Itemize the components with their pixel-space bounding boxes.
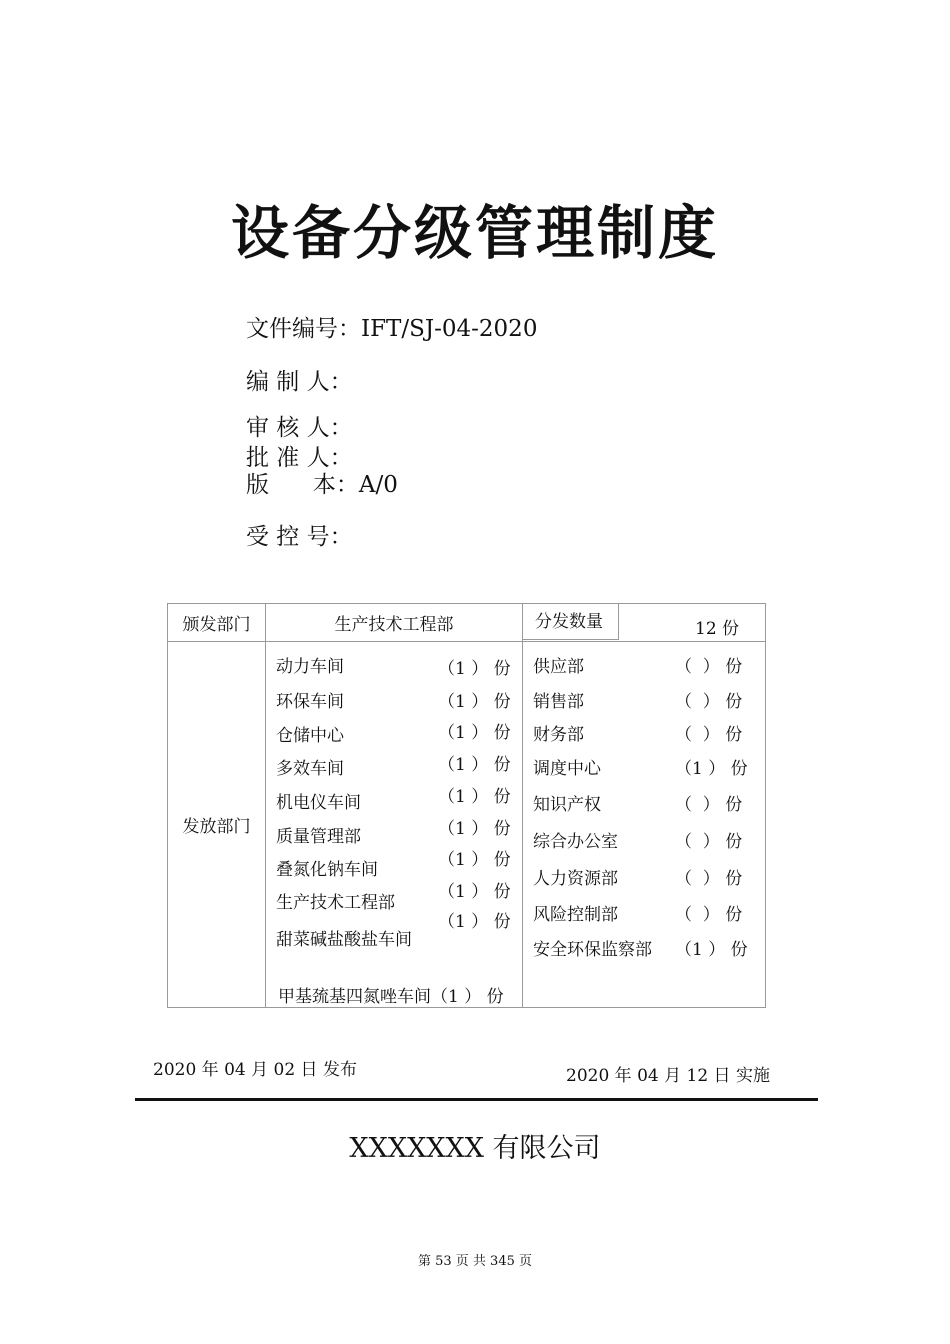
list-item: 动力车间: [276, 657, 344, 677]
copy-count: （1 ） 份: [438, 659, 511, 679]
list-item: 知识产权: [533, 795, 601, 815]
list-item: 环保车间: [276, 692, 344, 712]
list-item: 调度中心: [533, 759, 601, 779]
list-item: 多效车间: [276, 759, 344, 779]
list-item: 综合办公室: [533, 832, 618, 852]
list-item: 安全环保监察部: [533, 940, 652, 960]
list-item: 供应部: [533, 657, 584, 677]
copy-count: （ ） 份: [675, 869, 743, 889]
list-item: 财务部: [533, 725, 584, 745]
quantity-value: 12 份: [695, 619, 740, 639]
right-department-list: [523, 642, 766, 1008]
list-item: 机电仪车间: [276, 793, 361, 813]
document-title: 设备分级管理制度: [230, 199, 719, 267]
reviewer-field: 审 核 人：: [246, 415, 353, 441]
company-name: XXXXXXX 有限公司: [349, 1133, 601, 1164]
copy-count: （1 ） 份: [438, 787, 511, 807]
copy-count: （1 ） 份: [438, 850, 511, 870]
distribution-label: 发放部门: [168, 642, 266, 1008]
version-field: 版 本：A/0: [246, 472, 398, 498]
issuer-value: 生产技术工程部: [266, 604, 523, 642]
editor-field: 编 制 人：: [246, 369, 353, 395]
approver-field: 批 准 人：: [246, 445, 353, 471]
quantity-cell: [523, 604, 766, 642]
list-item: 生产技术工程部: [276, 893, 395, 913]
list-item: 甲基巯基四氮唑车间（1 ） 份: [278, 987, 504, 1007]
issuer-label: 颁发部门: [168, 604, 266, 642]
distribution-table: [167, 603, 766, 1008]
file-number: 文件编号：IFT/SJ-04-2020: [246, 316, 538, 342]
copy-count: （1 ） 份: [438, 723, 511, 743]
copy-count: （ ） 份: [675, 832, 743, 852]
copy-count: （ ） 份: [675, 795, 743, 815]
separator-rule: [135, 1098, 818, 1101]
publish-date: 2020 年 04 月 02 日 发布: [153, 1060, 357, 1080]
copy-count: （1 ） 份: [675, 940, 748, 960]
copy-count: （ ） 份: [675, 905, 743, 925]
copy-count: （1 ） 份: [438, 912, 511, 932]
page-counter: 第 53 页 共 345 页: [417, 1254, 533, 1269]
copy-count: （1 ） 份: [438, 692, 511, 712]
list-item: 仓储中心: [276, 726, 344, 746]
copy-count: （1 ） 份: [675, 759, 748, 779]
list-item: 风险控制部: [533, 905, 618, 925]
list-item: 销售部: [533, 692, 584, 712]
list-item: 人力资源部: [533, 869, 618, 889]
control-number-field: 受 控 号：: [246, 524, 353, 550]
list-item: 叠氮化钠车间: [276, 860, 378, 880]
quantity-label: 分发数量: [523, 604, 619, 640]
list-item: 甜菜碱盐酸盐车间: [276, 930, 412, 950]
copy-count: （ ） 份: [675, 692, 743, 712]
copy-count: （ ） 份: [675, 657, 743, 677]
copy-count: （1 ） 份: [438, 819, 511, 839]
copy-count: （ ） 份: [675, 725, 743, 745]
copy-count: （1 ） 份: [438, 882, 511, 902]
left-department-list: [266, 642, 523, 1008]
list-item: 质量管理部: [276, 827, 361, 847]
copy-count: （1 ） 份: [438, 755, 511, 775]
effective-date: 2020 年 04 月 12 日 实施: [566, 1066, 770, 1086]
